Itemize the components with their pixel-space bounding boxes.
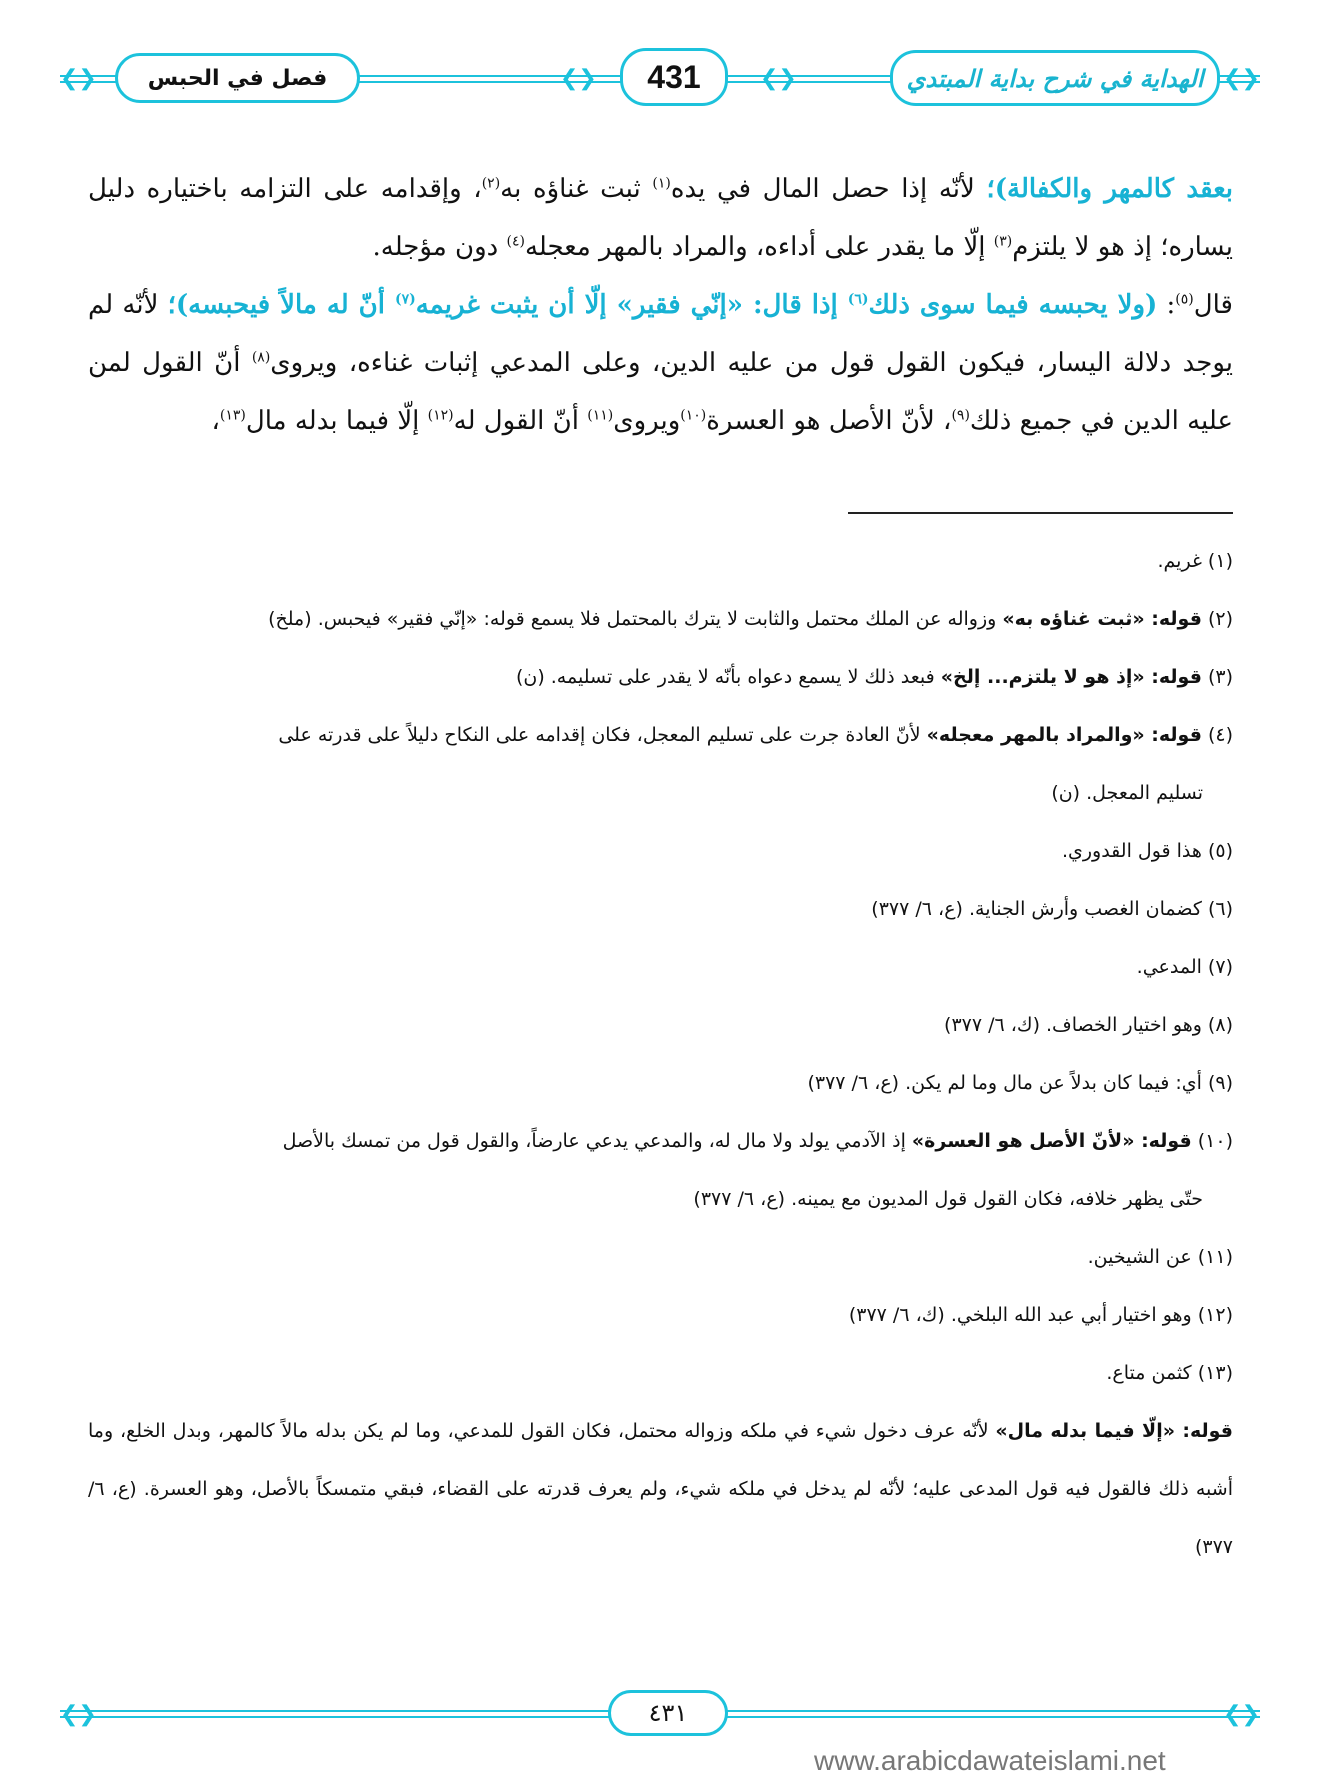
commentary-text: دون مؤجله. bbox=[372, 232, 507, 262]
footnote-ref[interactable]: (٤) bbox=[506, 233, 525, 250]
footnote-ref[interactable]: (٣) bbox=[993, 233, 1013, 250]
footnote-text: لأنّ العادة جرت على تسليم المعجل، فكان إقدامه على النكاح دليلاً على قدرته على bbox=[278, 724, 927, 746]
commentary-text: : bbox=[1157, 290, 1176, 320]
footnote-11: (١١) عن الشيخين. bbox=[1087, 1246, 1233, 1268]
footnotes bbox=[88, 532, 1233, 1576]
footnote-continuation: تسليم المعجل. (ن) bbox=[1051, 782, 1203, 804]
footnote-12: (١٢) وهو اختيار أبي عبد الله البلخي. (ك، ٦/ ٣٧٧) bbox=[848, 1304, 1233, 1326]
commentary-text: أنّ القول لمن عليه الدين في جميع ذلك bbox=[88, 348, 1233, 436]
footnote-text: فبعد ذلك لا يسمع دعواه بأنّه لا يقدر على تسليمه. (ن) bbox=[515, 666, 941, 688]
footnote-text: إذ الآدمي يولد ولا مال له، والمدعي يدعي عارضاً، والقول قول من تمسك بالأصل bbox=[282, 1130, 912, 1152]
ornament-icon: ❮❯ bbox=[60, 1702, 97, 1727]
book-title: الهداية في شرح بداية المبتدي bbox=[890, 50, 1220, 106]
footnote-continuation: حتّى يظهر خلافه، فكان القول قول المديون مع يمينه. (ع، ٦/ ٣٧٧) bbox=[693, 1188, 1203, 1210]
footnote-lemma: قوله: «والمراد بالمهر معجله» bbox=[926, 724, 1202, 746]
footnote-ref[interactable]: (١٣) bbox=[219, 407, 246, 424]
footnote-lemma: قوله: «إلّا فيما بدله مال» bbox=[995, 1420, 1233, 1442]
footnote-text: لأنّه عرف دخول شيء في ملكه وزواله محتمل، فكان القول للمدعي، وما لم يكن بدله مالاً كالمهر، وبدل الخلع، وما أشبه ذلك فالقول فيه قول المدعى عليه؛ لأنّه لم يدخل في ملكه شيء، ولم يعرف قدرته على القضاء، فبقي متمسكاً بالأصل، وهو العسرة. (ع، ٦/ ٣٧٧) bbox=[88, 1420, 1233, 1558]
footnote-8: (٨) وهو اختيار الخصاف. (ك، ٦/ ٣٧٧) bbox=[944, 1014, 1233, 1036]
website-url[interactable]: www.arabicdawateislami.net bbox=[814, 1745, 1166, 1776]
commentary-text: لأنّه إذا حصل المال في يده bbox=[670, 174, 987, 204]
footnote-lemma: قوله: «إذ هو لا يلتزم... إلخ» bbox=[940, 666, 1202, 688]
footnote-ref[interactable]: (٨) bbox=[251, 349, 271, 366]
commentary-text: ، bbox=[211, 406, 220, 436]
footnote-3 bbox=[88, 648, 1233, 706]
footnote-7: (٧) المدعي. bbox=[1136, 956, 1233, 978]
footnote-number: (١٠) bbox=[1191, 1130, 1233, 1152]
footnote-13: (١٣) كثمن متاع. bbox=[1106, 1362, 1233, 1384]
footnote-1: (١) غريم. bbox=[1157, 550, 1233, 572]
footnote-number: (٣) bbox=[1201, 666, 1233, 688]
main-text bbox=[88, 160, 1233, 450]
footnote-ref[interactable]: (١٢) bbox=[427, 407, 454, 424]
commentary-text: قال bbox=[1193, 290, 1233, 320]
footnote-9: (٩) أي: فيما كان بدلاً عن مال وما لم يكن. (ع، ٦/ ٣٧٧) bbox=[807, 1072, 1233, 1094]
commentary-text: إلّا فيما بدله مال bbox=[245, 406, 428, 436]
ornament-icon: ❮❯ bbox=[760, 66, 797, 91]
footnote-ref[interactable]: (٦) bbox=[847, 291, 869, 308]
footnote-ref[interactable]: (١٠) bbox=[680, 407, 707, 424]
matn-text: (ولا يحبسه فيما سوى ذلك bbox=[868, 290, 1158, 320]
commentary-text: إلّا ما يقدر على أداءه، والمراد بالمهر معجله bbox=[524, 232, 994, 262]
footnote-number: (٤) bbox=[1201, 724, 1233, 746]
commentary-text: ويروى bbox=[613, 406, 681, 436]
footnote-6: (٦) كضمان الغصب وأرش الجناية. (ع، ٦/ ٣٧٧) bbox=[871, 898, 1233, 920]
footnote-text: وزواله عن الملك محتمل والثابت لا يترك بالمحتمل فلا يسمع قوله: «إنّي فقير» فيحبس. (ملخ) bbox=[268, 608, 1003, 630]
paragraph-1 bbox=[88, 160, 1233, 276]
footnote-ref[interactable]: (١) bbox=[652, 175, 671, 192]
footnote-ref[interactable]: (١١) bbox=[587, 407, 614, 424]
footnote-2 bbox=[88, 590, 1233, 648]
matn-text: بعقد كالمهر والكفالة)؛ bbox=[986, 174, 1234, 204]
footnote-ref[interactable]: (٧) bbox=[394, 291, 416, 308]
ornament-icon: ❮❯ bbox=[60, 66, 97, 91]
ornament-icon: ❮❯ bbox=[1223, 1702, 1260, 1727]
footnote-4 bbox=[88, 706, 1233, 822]
matn-text: إذا قال: «إنّي فقير» إلّا أن يثبت غريمه bbox=[415, 290, 848, 320]
commentary-text: ، وإقدامه على التزامه باختياره دليل يساره؛ إذ هو لا يلتزم bbox=[88, 174, 1233, 262]
ornament-icon: ❮❯ bbox=[560, 66, 597, 91]
commentary-text: ، لأنّ الأصل هو العسرة bbox=[706, 406, 952, 436]
ornament-icon: ❮❯ bbox=[1223, 66, 1260, 91]
footnote-separator bbox=[848, 512, 1233, 514]
page-header bbox=[60, 48, 1260, 108]
section-title: فصل في الحبس bbox=[115, 53, 360, 103]
commentary-text: ثبت غناؤه به bbox=[500, 174, 653, 204]
footer-page-number: ٤٣١ bbox=[608, 1690, 728, 1736]
footnote-ref[interactable]: (٥) bbox=[1175, 291, 1194, 308]
footnote-number: (٢) bbox=[1201, 608, 1233, 630]
footnote-10 bbox=[88, 1112, 1233, 1228]
page-footer bbox=[60, 1690, 1260, 1740]
footnote-ref[interactable]: (٢) bbox=[481, 175, 501, 192]
footnote-lemma: قوله: «لأنّ الأصل هو العسرة» bbox=[911, 1130, 1192, 1152]
paragraph-2 bbox=[88, 276, 1233, 450]
page-number: 431 bbox=[620, 48, 728, 106]
commentary-text: أنّ القول له bbox=[453, 406, 588, 436]
footnote-5: (٥) هذا قول القدوري. bbox=[1061, 840, 1233, 862]
footnote-ref[interactable]: (٩) bbox=[951, 407, 970, 424]
footnote-lemma: قوله: «ثبت غناؤه به» bbox=[1002, 608, 1202, 630]
matn-text: أنّ له مالاً فيحبسه)؛ bbox=[167, 290, 395, 320]
footnote-extra bbox=[88, 1402, 1233, 1576]
commentary-text: لأنّه لم يوجد دلالة اليسار، فيكون القول قول من عليه الدين، وعلى المدعي إثبات غناءه، ويروى bbox=[88, 290, 1233, 378]
